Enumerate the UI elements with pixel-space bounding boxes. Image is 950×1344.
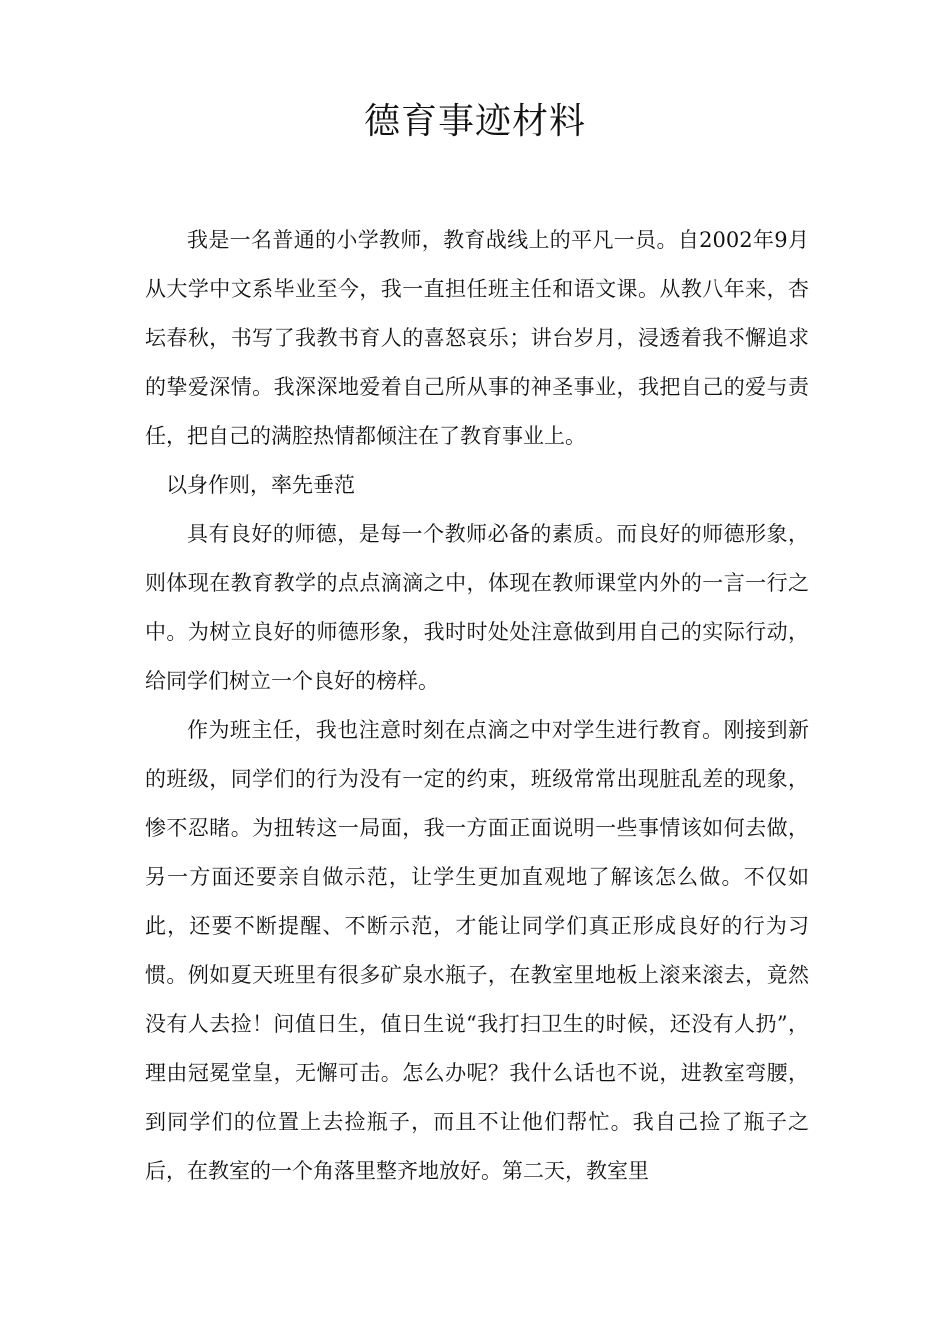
paragraph-class-teacher: 作为班主任，我也注意时刻在点滴之中对学生进行教育。刚接到新的班级，同学们的行为没有一定的约束，班级常常出现脏乱差的现象，惨不忍睹。为扭转这一局面，我一方面正面说明一些事情该如何去做，另一方面还要亲自做示范，让学生更加直观地了解该怎么做。不仅如此，还要不断提醒、不断示范，才能让同学们真正形成良好的行为习惯。例如夏天班里有很多矿泉水瓶子，在教室里地板上滚来滚去，竟然没有人去捡！问值日生，值日生说“我打扫卫生的时候，还没有人扔”，理由冠冕堂皇，无懈可击。怎么办呢？我什么话也不说，进教室弯腰，到同学们的位置上去捡瓶子，而且不让他们帮忙。我自己捡了瓶子之后，在教室的一个角落里整齐地放好。第二天，教室里 (145, 718, 809, 1183)
document-body (145, 216, 809, 1196)
paragraph-intro: 我是一名普通的小学教师，教育战线上的平凡一员。自2002年9月从大学中文系毕业至今，我一直担任班主任和语文课。从教八年来，杏坛春秋，书写了我教书育人的喜怒哀乐；讲台岁月，浸透着我不懈追求的挚爱深情。我深深地爱着自己所从事的神圣事业，我把自己的爱与责任，把自己的满腔热情都倾注在了教育事业上。 (145, 228, 809, 448)
section-heading: 以身作则，率先垂范 (166, 473, 355, 497)
document-title: 德育事迹材料 (363, 101, 586, 142)
paragraph-teacher-ethics: 具有良好的师德，是每一个教师必备的素质。而良好的师德形象，则体现在教育教学的点点滴滴之中，体现在教师课堂内外的一言一行之中。为树立良好的师德形象，我时时处处注意做到用自己的实际行动，给同学们树立一个良好的榜样。 (145, 522, 809, 693)
